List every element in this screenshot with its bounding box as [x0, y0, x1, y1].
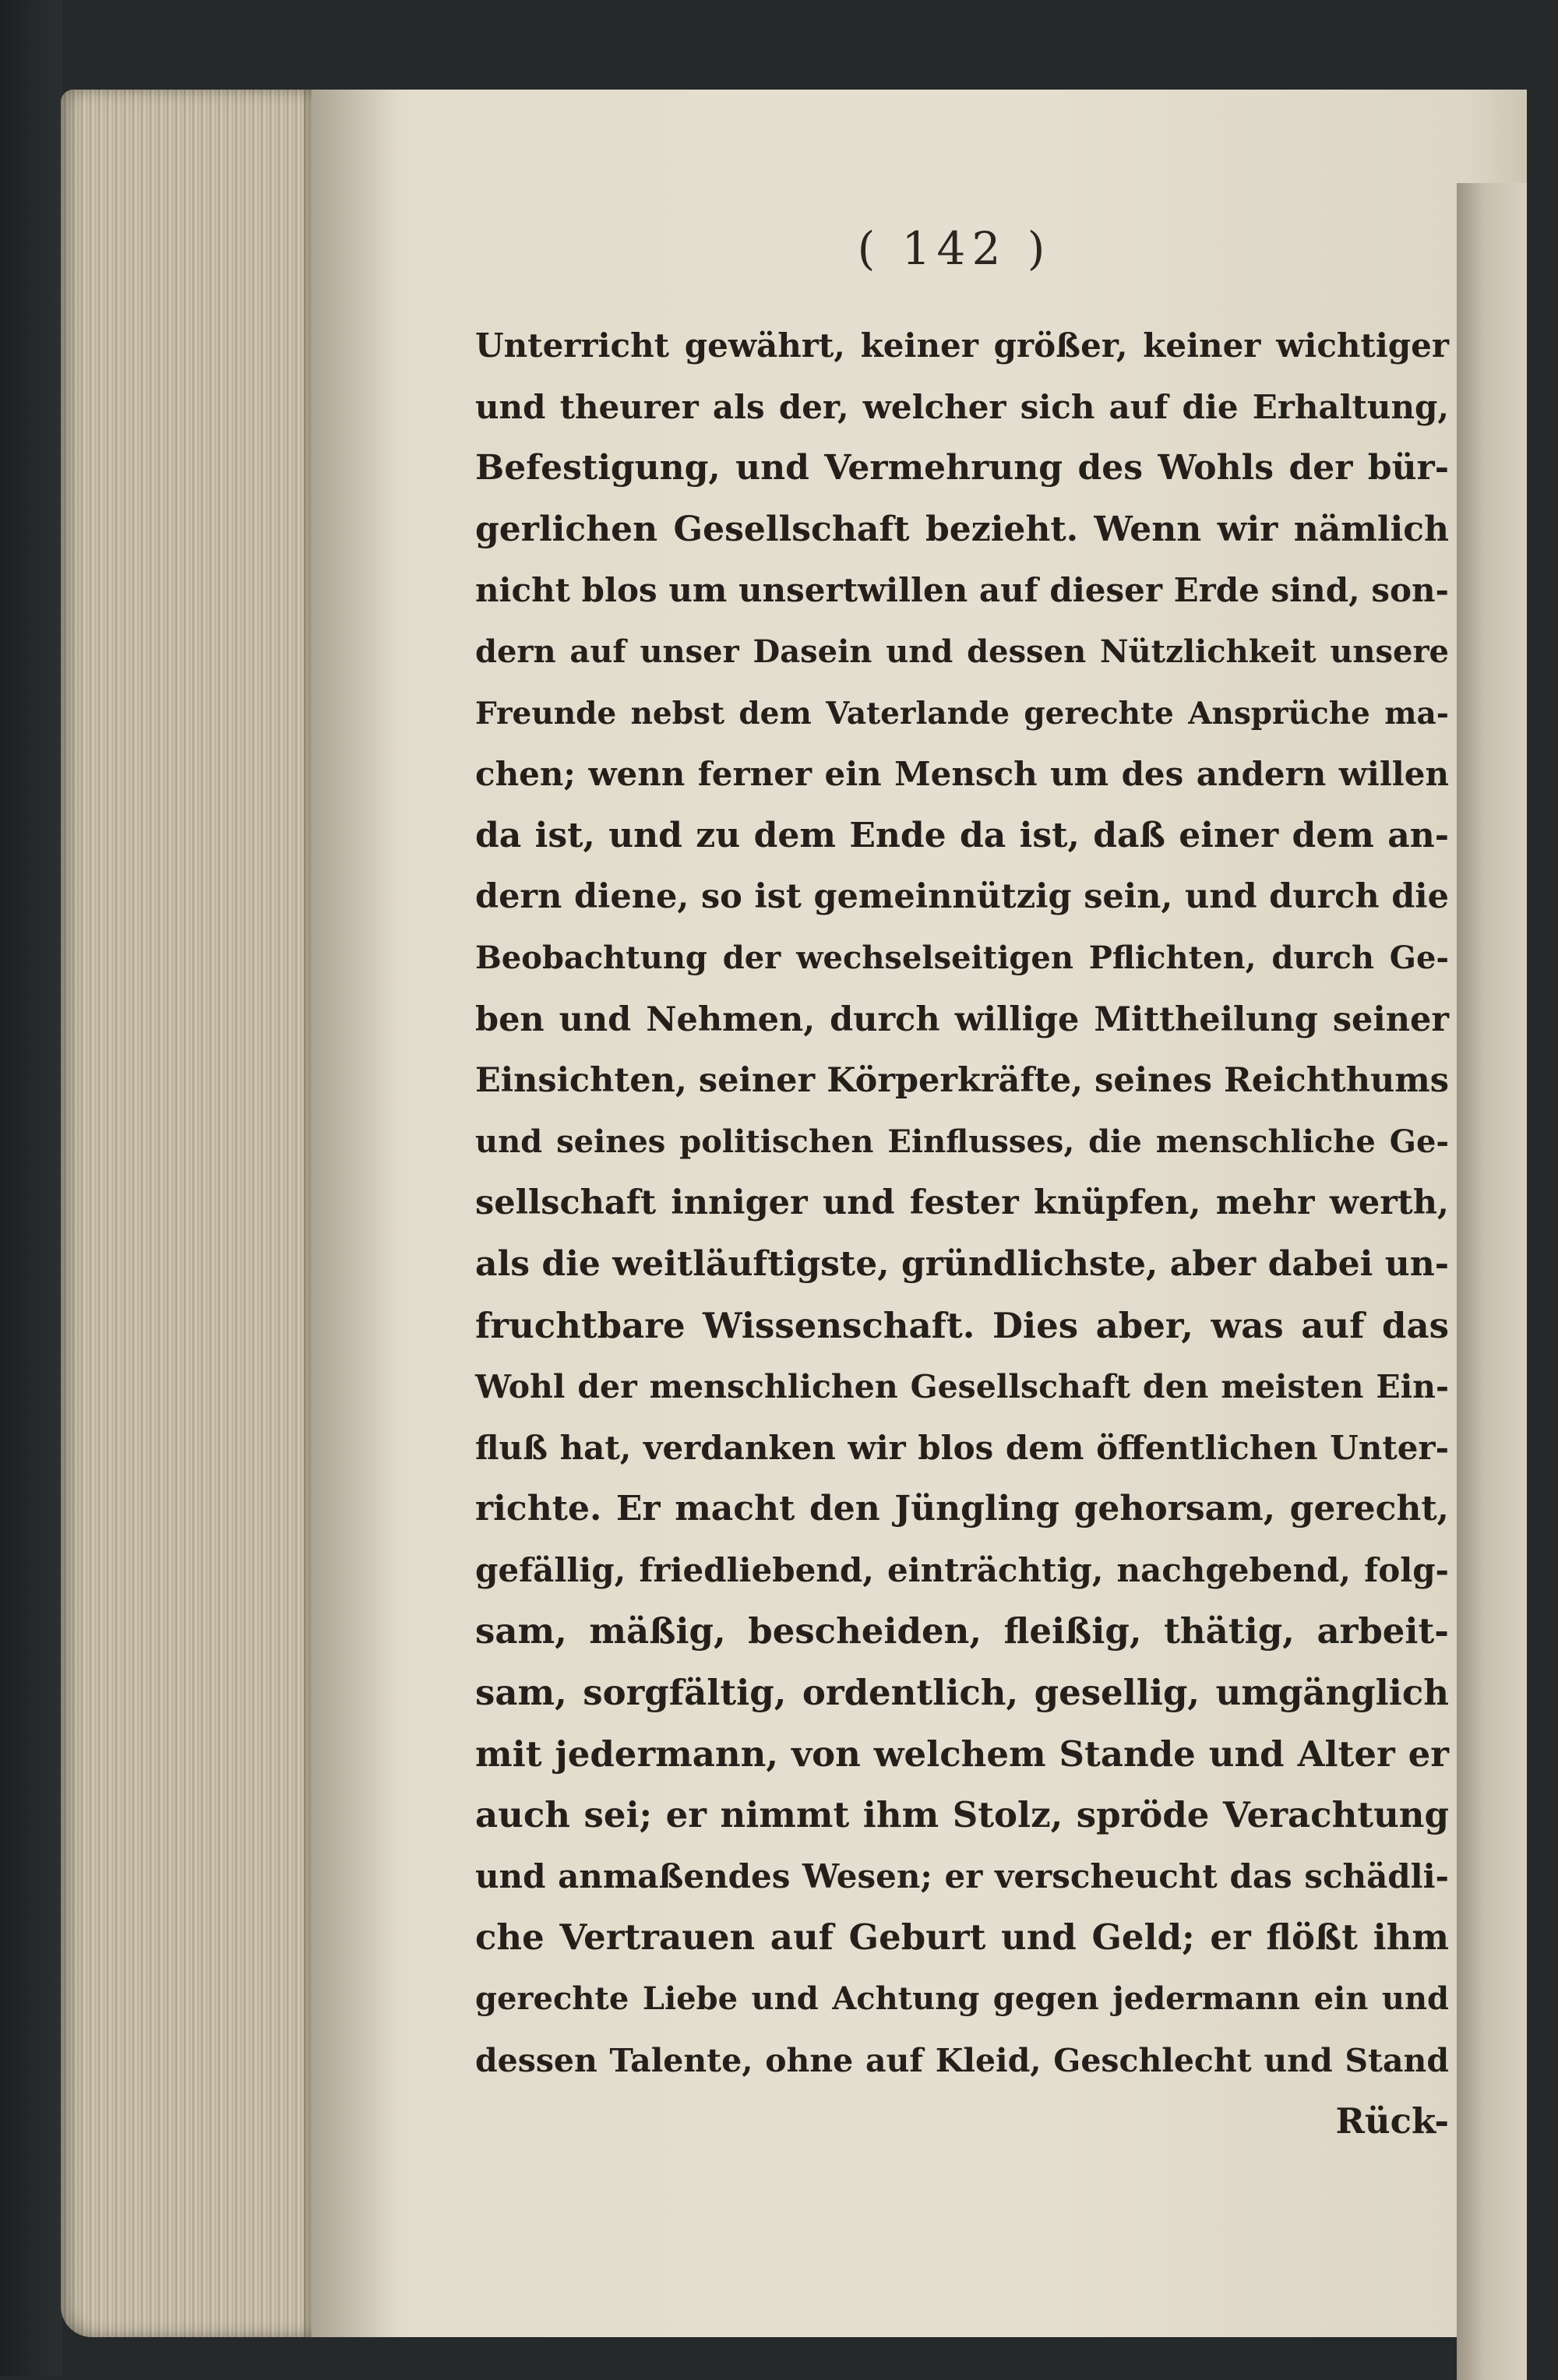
text-line: als die weitläuftigste, gründlichste, aber dabei un- [475, 1243, 1449, 1284]
text-line: dern auf unser Dasein und dessen Nützlichkeit unsere [475, 633, 1449, 670]
text-line: Befestigung, und Vermehrung des Wohls der bür- [475, 448, 1449, 488]
text-line: fruchtbare Wissenschaft. Dies aber, was auf das [475, 1304, 1449, 1346]
text-line: mit jedermann, von welchem Stande und Alter er [475, 1733, 1449, 1775]
text-line: fluß hat, verdanken wir blos dem öffentlichen Unter- [475, 1428, 1449, 1467]
text-line: dessen Talente, ohne auf Kleid, Geschlecht und Stand [475, 2041, 1449, 2079]
text-line: Unterricht gewährt, keiner größer, keiner wichtiger [475, 326, 1449, 365]
text-line: sellschaft inniger und fester knüpfen, mehr werth, [475, 1183, 1449, 1223]
text-line: chen; wenn ferner ein Mensch um des andern willen [475, 755, 1449, 794]
text-line: gerlichen Gesellschaft bezieht. Wenn wir nämlich [475, 509, 1449, 549]
text-line: auch sei; er nimmt ihm Stolz, spröde Verachtung [475, 1794, 1449, 1836]
text-line: gerechte Liebe und Achtung gegen jedermann ein und [475, 1980, 1449, 2018]
page-edges [61, 90, 318, 2337]
text-line: Beobachtung der wechselseitigen Pflichten, durch Ge- [475, 939, 1449, 976]
body-text [475, 316, 1449, 2153]
text-line: da ist, und zu dem Ende da ist, daß einer dem an- [475, 815, 1449, 855]
text-line: che Vertrauen auf Geburt und Geld; er flößt ihm [475, 1916, 1449, 1959]
text-line: sam, sorgfältig, ordentlich, gesellig, umgänglich [475, 1672, 1449, 1714]
text-line: und theurer als der, welcher sich auf die Erhaltung, [475, 387, 1449, 426]
text-line: ben und Nehmen, durch willige Mittheilung seiner [475, 1000, 1449, 1039]
text-line: dern diene, so ist gemeinnützig sein, und durch die [475, 877, 1449, 917]
text-line: Wohl der menschlichen Gesellschaft den meisten Ein- [475, 1368, 1449, 1406]
facing-page-edge [1457, 183, 1527, 2380]
text-line: und anmaßendes Wesen; er verscheucht das schädli- [475, 1856, 1449, 1895]
text-line: nicht blos um unsertwillen auf dieser Erde sind, son- [475, 571, 1449, 610]
text-line: Freunde nebst dem Vaterlande gerechte Ansprüche ma- [475, 695, 1449, 732]
text-line: Rück- [1335, 2100, 1449, 2142]
page-number: ( 142 ) [857, 222, 1052, 275]
background-left [0, 0, 62, 2376]
text-line: sam, mäßig, bescheiden, fleißig, thätig, arbeit- [475, 1610, 1449, 1652]
gutter-shadow [304, 90, 397, 2337]
text-line: gefällig, friedliebend, einträchtig, nachgebend, folg- [475, 1550, 1449, 1589]
text-line: richte. Er macht den Jüngling gehorsam, gerecht, [475, 1489, 1449, 1529]
text-line: Einsichten, seiner Körperkräfte, seines Reichthums [475, 1061, 1449, 1101]
text-line: und seines politischen Einflusses, die menschliche Ge- [475, 1123, 1449, 1160]
